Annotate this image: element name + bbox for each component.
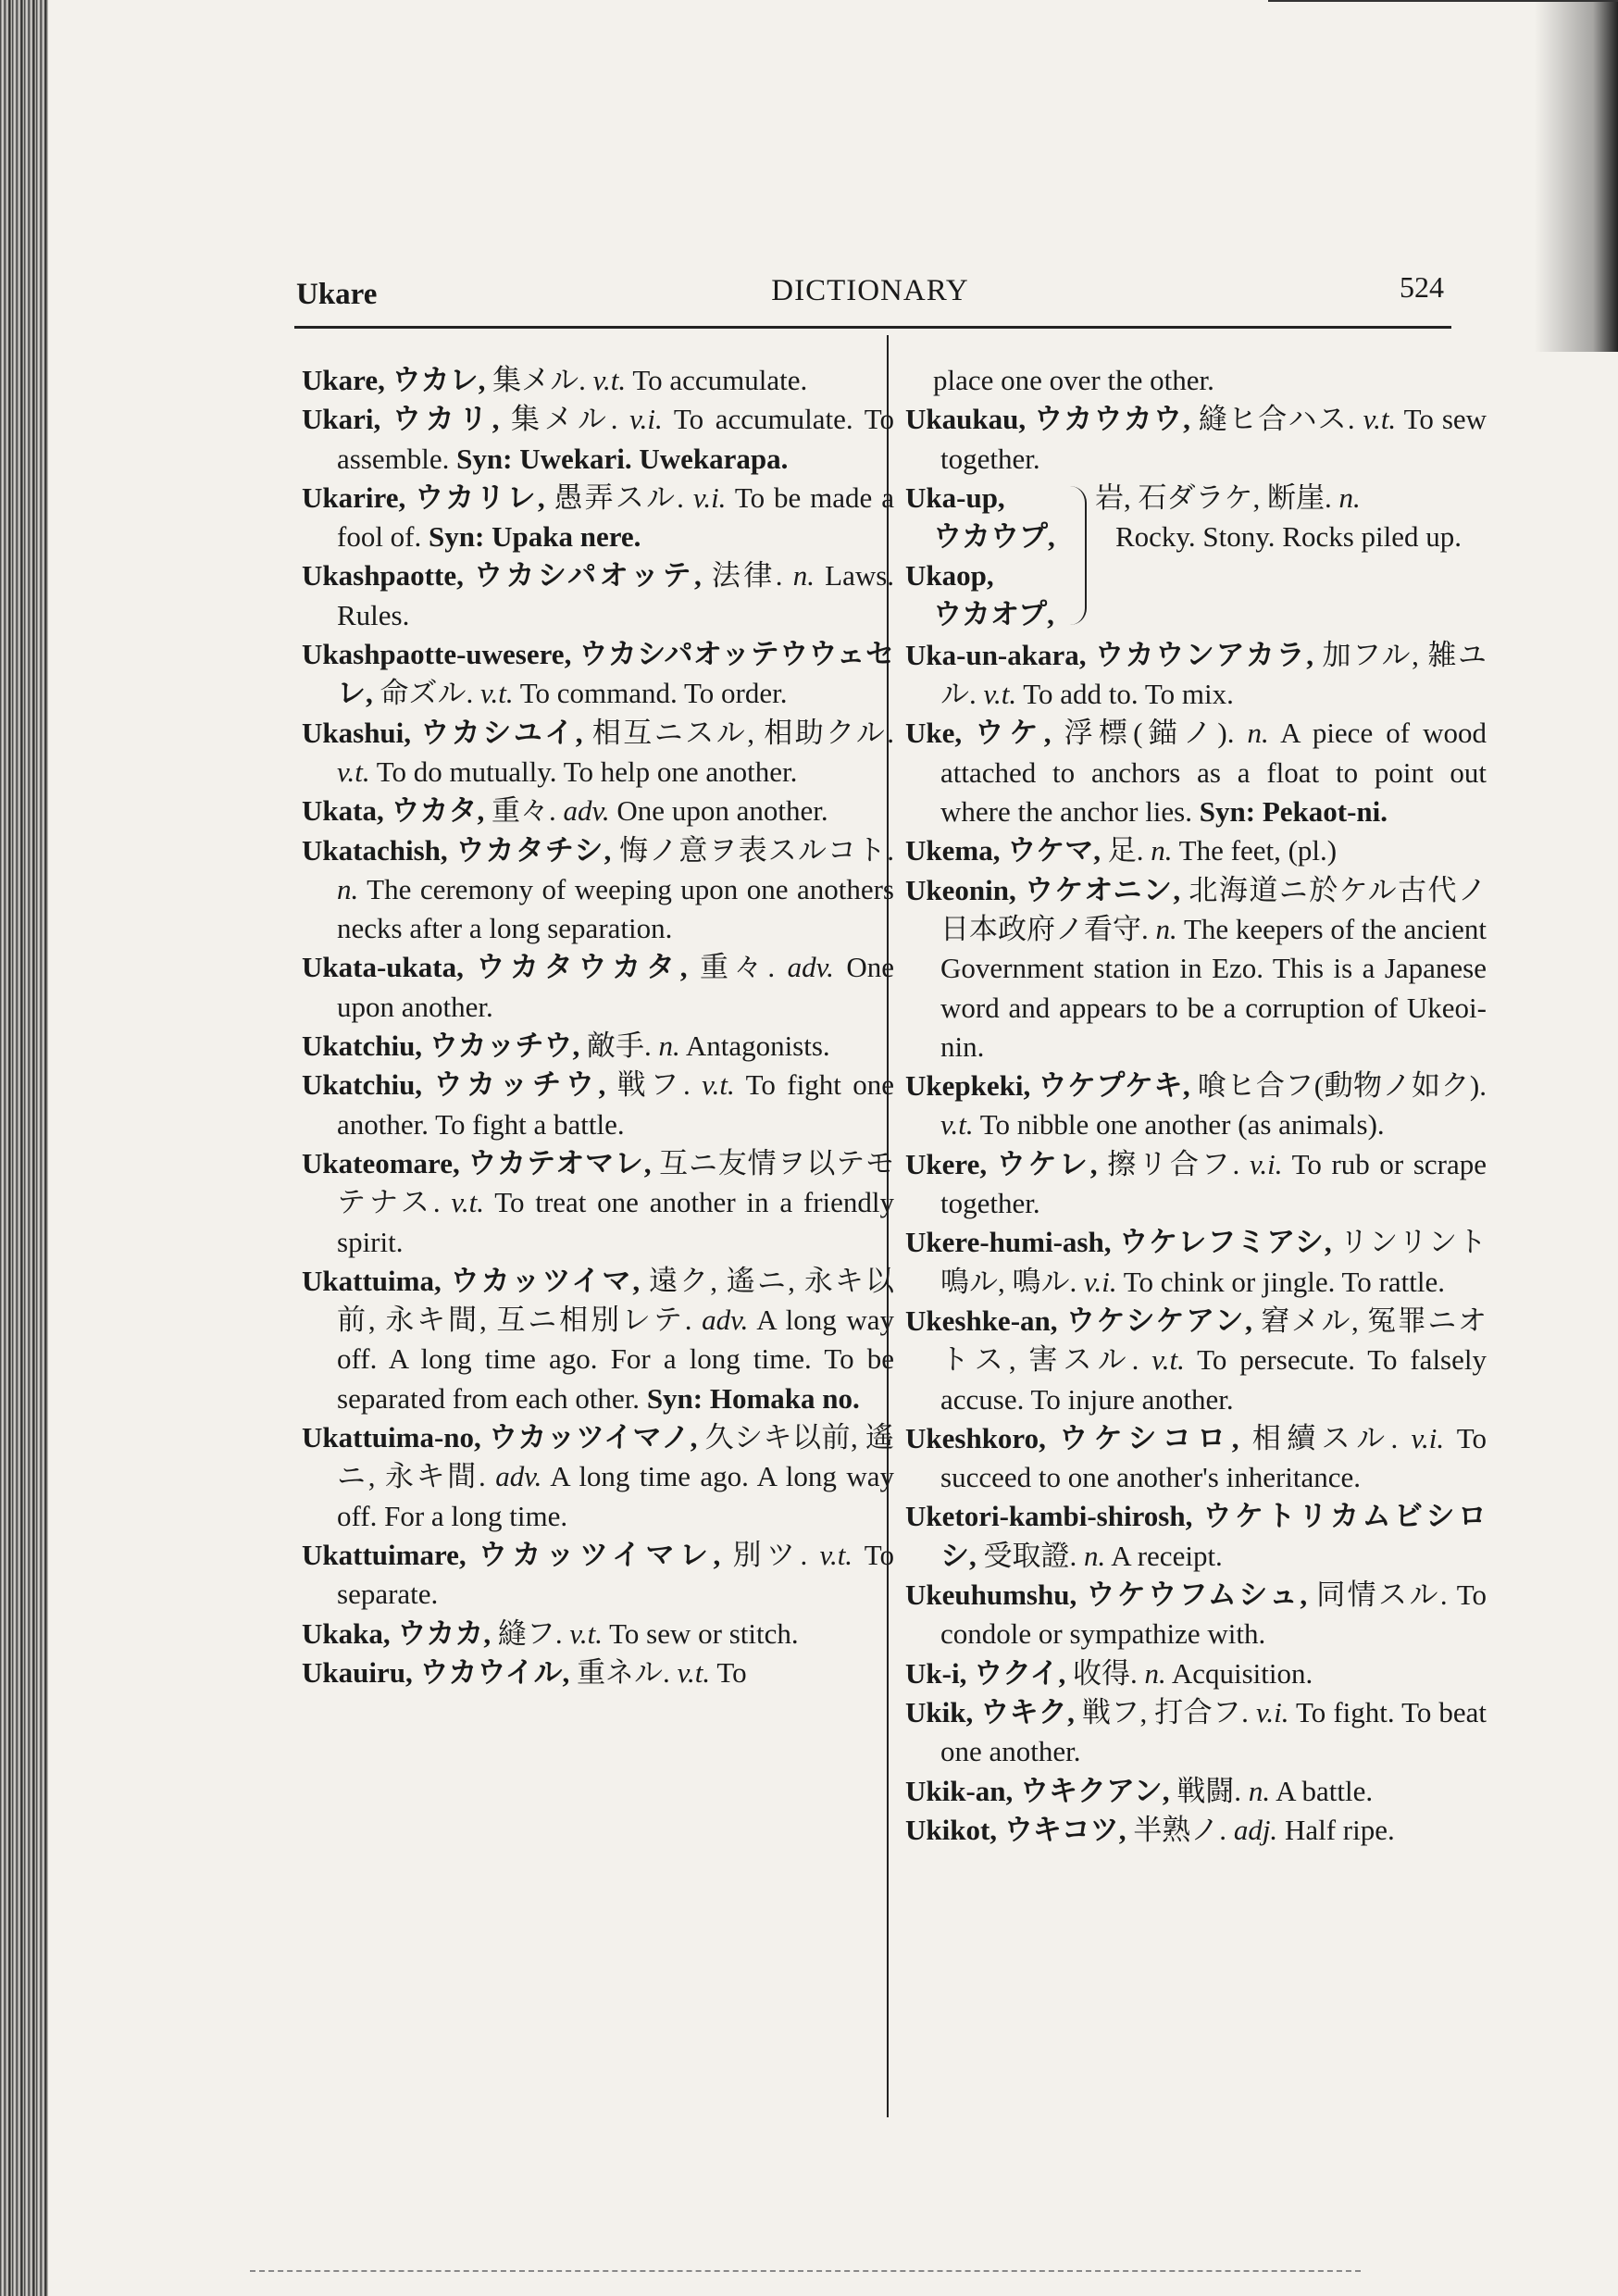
part-of-speech: adv. xyxy=(495,1460,542,1493)
dictionary-entry xyxy=(302,400,894,479)
part-of-speech: v.i. xyxy=(1084,1265,1117,1298)
headword-kana: ウカリレ, xyxy=(415,480,545,514)
dictionary-entry xyxy=(302,1536,894,1615)
headword-kana: ウカカ, xyxy=(397,1616,492,1650)
gloss: 加フル, 雑ユル. xyxy=(940,638,1487,711)
synonym: Pekaot-ni. xyxy=(1262,795,1388,829)
headword-kana: ウケマ, xyxy=(1007,834,1101,867)
synonym: Upaka nere. xyxy=(492,520,641,554)
headword: Uke, xyxy=(905,717,963,750)
dictionary-entry xyxy=(905,1302,1487,1419)
headword-kana: ウカウイル, xyxy=(419,1655,570,1689)
dictionary-entry xyxy=(302,831,894,949)
headword: Ukikot, xyxy=(905,1813,998,1846)
part-of-speech: n. xyxy=(1338,480,1361,514)
headword-kana: ウカッツイマノ, xyxy=(489,1421,698,1454)
bracket-definition xyxy=(1095,480,1475,556)
right-column xyxy=(905,361,1487,1850)
page-edge-shadow xyxy=(1535,0,1618,352)
definition: To condole or sympathize with. xyxy=(940,1578,1487,1651)
part-of-speech: v.t. xyxy=(819,1538,853,1571)
curly-brace xyxy=(1070,486,1087,625)
page-title: DICTIONARY xyxy=(771,274,969,307)
headword: Ukere-humi-ash, xyxy=(905,1226,1112,1259)
definition: Half ripe. xyxy=(1284,1813,1395,1846)
dictionary-entry xyxy=(302,1615,894,1653)
definition: To accumulate. xyxy=(632,364,808,396)
headword-kana: ウカウンアカラ, xyxy=(1094,638,1314,671)
bracket-entry xyxy=(905,479,1487,636)
continuation-text: place one over the other. xyxy=(933,364,1214,396)
dictionary-entry xyxy=(302,1144,894,1262)
gloss: リンリント鳴ル, 鳴ル. xyxy=(940,1226,1487,1298)
headword: Ukashpaotte-uwesere, xyxy=(302,638,572,671)
definition: The ceremony of weeping upon one anothers necks after a long separation. xyxy=(337,872,894,945)
gloss: 戦闘. xyxy=(1176,1774,1242,1807)
part-of-speech: n. xyxy=(1144,1656,1166,1690)
part-of-speech: v.t. xyxy=(983,678,1017,711)
headword-kana: ウカリ, xyxy=(392,403,500,436)
header-rule xyxy=(294,326,1451,329)
part-of-speech: adv. xyxy=(787,951,834,984)
bracket-headwords xyxy=(905,479,1055,634)
headword-kana: ウカッチウ, xyxy=(429,1029,580,1063)
headword: Ukattuima-no, xyxy=(302,1421,481,1454)
headword: Ukaop, xyxy=(905,558,994,592)
right-entries-b xyxy=(905,636,1487,1850)
synonym-label: Syn: xyxy=(646,1381,703,1415)
dictionary-entry xyxy=(905,714,1487,831)
headword: Ukata, xyxy=(302,794,384,828)
headword: Ukeshke-an, xyxy=(905,1304,1058,1337)
definition: To command. To order. xyxy=(519,677,788,710)
definition: One upon another. xyxy=(616,794,828,828)
headword: Uka-un-akara, xyxy=(905,638,1087,671)
top-edge-line xyxy=(1268,0,1618,2)
headword: Ukeshkoro, xyxy=(905,1421,1046,1454)
definition: Acquisition. xyxy=(1171,1656,1313,1690)
headword-kana: ウカタウカタ, xyxy=(476,951,688,984)
gloss: 北海道ニ於ケル古代ノ日本政府ノ看守. xyxy=(940,873,1487,945)
headword-kana: ウケレフミアシ, xyxy=(1119,1226,1332,1259)
gloss: 法律. xyxy=(711,559,783,593)
gloss: 久シキ以前, 遙ニ, 永キ間. xyxy=(337,1421,894,1493)
headword-kana: ウカウプ, xyxy=(933,519,1055,553)
part-of-speech: v.t. xyxy=(480,677,514,710)
dictionary-entry xyxy=(905,1419,1487,1498)
headword: Ukepkeki, xyxy=(905,1069,1031,1103)
definition: To chink or jingle. To rattle. xyxy=(1123,1265,1445,1298)
part-of-speech: n. xyxy=(1247,717,1269,750)
definition: To succeed to one another's inheritance. xyxy=(940,1421,1487,1494)
dictionary-entry xyxy=(302,635,894,714)
dictionary-entry xyxy=(302,1027,894,1066)
definition: One upon another. xyxy=(337,951,895,1023)
headword: Ukari, xyxy=(302,403,381,436)
dictionary-entry xyxy=(302,1653,894,1692)
dictionary-entry xyxy=(302,361,894,400)
part-of-speech: v.t. xyxy=(337,755,370,788)
book-binding-shadow xyxy=(0,0,48,2296)
part-of-speech: v.t. xyxy=(940,1108,974,1142)
headword-kana: ウケシケアン, xyxy=(1065,1304,1252,1337)
headword-kana: ウカタ, xyxy=(391,794,485,828)
gloss: 浮標(錨ノ). xyxy=(1064,717,1235,750)
headword-kana: ウカシユイ, xyxy=(420,716,583,749)
headword-kana: ウカシパオッテウウェセレ, xyxy=(337,638,894,710)
headword: Ukaukau, xyxy=(905,403,1027,436)
gloss: 戦フ. xyxy=(616,1068,691,1102)
headword-kana: ウキク, xyxy=(980,1695,1075,1728)
headword: Uka-up, xyxy=(905,480,1005,514)
headword: Ukashpaotte, xyxy=(302,559,464,593)
footer-line xyxy=(250,2270,1361,2273)
part-of-speech: v.i. xyxy=(1255,1695,1289,1728)
dictionary-entry xyxy=(302,1066,894,1144)
headword: Ukere, xyxy=(905,1147,988,1180)
part-of-speech: adv. xyxy=(702,1304,749,1337)
headword-kana: ウケシコロ, xyxy=(1059,1421,1239,1454)
dictionary-entry xyxy=(905,1497,1487,1576)
part-of-speech: n. xyxy=(792,559,815,593)
headword-kana: ウカタチシ, xyxy=(455,833,612,867)
gloss: 相續スル. xyxy=(1251,1421,1399,1454)
right-entries-a xyxy=(905,400,1487,479)
page-number: 524 xyxy=(1400,270,1444,304)
dictionary-entry xyxy=(905,1067,1487,1145)
headword: Ukema, xyxy=(905,834,1001,867)
headword-kana: ウケトリカムビシロシ, xyxy=(940,1500,1487,1572)
headword: Ukata-ukata, xyxy=(302,951,464,984)
gloss: 重々. xyxy=(491,794,556,828)
gloss: 敵手. xyxy=(587,1029,652,1063)
part-of-speech: v.t. xyxy=(569,1616,603,1650)
dictionary-entry xyxy=(905,1223,1487,1302)
part-of-speech: n. xyxy=(1084,1539,1106,1572)
definition: To sew or stitch. xyxy=(609,1616,799,1650)
part-of-speech: v.t. xyxy=(592,364,627,396)
definition: To add to. To mix. xyxy=(1023,678,1234,711)
gloss: 半熟ノ. xyxy=(1133,1813,1227,1846)
part-of-speech: v.t. xyxy=(677,1655,711,1689)
definition: To xyxy=(716,1655,747,1689)
headword-kana: ウカッツイマレ, xyxy=(478,1538,721,1571)
part-of-speech: n. xyxy=(658,1029,680,1063)
part-of-speech: n. xyxy=(1155,912,1177,945)
part-of-speech: n. xyxy=(1248,1774,1271,1807)
part-of-speech: adv. xyxy=(563,794,610,828)
part-of-speech: v.i. xyxy=(1411,1421,1445,1454)
dictionary-entry xyxy=(302,792,894,830)
definition: The feet, (pl.) xyxy=(1178,834,1338,867)
gloss: 同情スル. xyxy=(1316,1578,1448,1612)
part-of-speech: v.i. xyxy=(692,480,727,514)
gloss: 集メル. xyxy=(511,403,618,436)
gloss: 互ニ友情ヲ以テモテナス. xyxy=(337,1146,895,1219)
headword-kana: ウカッチウ, xyxy=(433,1068,606,1102)
part-of-speech: v.t. xyxy=(1363,403,1397,436)
part-of-speech: v.i. xyxy=(629,403,663,436)
gloss: 悔ノ意ヲ表スルコト. xyxy=(619,833,894,867)
definition: To be made a fool of. xyxy=(337,480,894,554)
synonym-label: Syn: xyxy=(429,520,485,554)
definition: To separate. xyxy=(337,1538,895,1611)
gloss: 縫フ. xyxy=(497,1616,563,1650)
gloss: 縫ヒ合ハス. xyxy=(1198,403,1355,436)
headword: Ukauiru, xyxy=(302,1655,413,1689)
part-of-speech: n. xyxy=(1151,834,1173,867)
headword-kana: ウケオニン, xyxy=(1024,873,1181,906)
gloss: 岩, 石ダラケ, 断崖. xyxy=(1095,480,1332,514)
gloss: 戦フ, 打合フ. xyxy=(1081,1695,1249,1728)
headword: Ukattuima, xyxy=(302,1264,442,1297)
headword-kana: ウキコツ, xyxy=(1003,1813,1126,1846)
definition: To rub or scrape together. xyxy=(940,1147,1487,1220)
definition: To fight. To beat one another. xyxy=(940,1695,1487,1768)
dictionary-entry xyxy=(905,400,1487,479)
headword: Ukashui, xyxy=(302,716,412,749)
dictionary-entry xyxy=(302,1262,894,1418)
gloss: 相互ニスル, 相助クル. xyxy=(591,716,895,749)
headword: Uketori-kambi-shirosh, xyxy=(905,1500,1193,1533)
dictionary-entry xyxy=(905,1654,1487,1693)
gloss: 別ツ. xyxy=(732,1538,808,1571)
definition: A piece of wood attached to anchors as a float to point out where the anchor lies. xyxy=(940,717,1487,829)
definition: To treat one another in a friendly spirit. xyxy=(337,1186,895,1258)
definition: To nibble one another (as animals). xyxy=(979,1108,1385,1142)
part-of-speech: n. xyxy=(337,872,359,905)
headword: Ukeuhumshu, xyxy=(905,1578,1077,1612)
dictionary-entry xyxy=(302,714,894,792)
part-of-speech: v.t. xyxy=(1151,1343,1185,1377)
gloss: 窘メル, 冤罪ニオトス, 害スル. xyxy=(940,1304,1487,1377)
gloss: 擦リ合フ. xyxy=(1107,1147,1240,1180)
part-of-speech: v.t. xyxy=(451,1186,484,1219)
headword-kana: ウカテオマレ, xyxy=(467,1146,652,1179)
dictionary-entry xyxy=(905,871,1487,1067)
headword: Ukateomare, xyxy=(302,1146,460,1179)
headword-kana: ウクイ, xyxy=(974,1656,1066,1690)
dictionary-entry xyxy=(302,948,894,1027)
gloss: 遠ク, 遙ニ, 永キ以前, 永キ間, 互ニ相別レテ. xyxy=(337,1264,895,1337)
definition: To sew together. xyxy=(940,403,1487,475)
headword-kana: ウカシパオッテ, xyxy=(474,559,702,593)
definition: A long time ago. A long way off. For a long time. xyxy=(337,1460,895,1532)
dictionary-entry xyxy=(905,636,1487,715)
guide-word: Ukare xyxy=(296,278,378,311)
headword-kana: ウケウフムシュ, xyxy=(1086,1578,1308,1612)
headword: Ukaka, xyxy=(302,1616,391,1650)
gloss: 受取證. xyxy=(983,1539,1077,1572)
dictionary-entry xyxy=(905,1693,1487,1772)
gloss: 重々. xyxy=(699,951,776,984)
gloss: 愚弄スル. xyxy=(554,480,684,514)
definition: Laws. Rules. xyxy=(337,559,895,631)
headword: Ukatachish, xyxy=(302,833,448,867)
left-column xyxy=(302,361,894,1692)
dictionary-entry xyxy=(905,1811,1487,1850)
dictionary-entry xyxy=(302,556,894,635)
definition: A battle. xyxy=(1276,1774,1374,1807)
headword: Ukattuimare, xyxy=(302,1538,467,1571)
headword-kana: ウカウカウ, xyxy=(1034,403,1190,436)
synonym-label: Syn: xyxy=(456,442,513,475)
definition: To persecute. To falsely accuse. To injure another. xyxy=(940,1343,1487,1416)
dictionary-entry xyxy=(905,1772,1487,1811)
headword: Ukare, xyxy=(302,364,385,396)
definition: A receipt. xyxy=(1111,1539,1223,1572)
dictionary-entry xyxy=(905,831,1487,870)
definition: To accumulate. To assemble. xyxy=(337,403,895,475)
gloss: 命ズル. xyxy=(380,677,474,710)
headword-kana: ウケ, xyxy=(975,717,1052,750)
headword: Ukik-an, xyxy=(905,1774,1014,1807)
part-of-speech: adj. xyxy=(1233,1813,1278,1846)
gloss: 收得. xyxy=(1073,1656,1138,1690)
headword: Ukatchiu, xyxy=(302,1029,423,1063)
headword-kana: ウケプケキ, xyxy=(1038,1069,1190,1103)
headword: Uk-i, xyxy=(905,1656,967,1690)
dictionary-entry xyxy=(302,479,894,557)
synonym: Uwekari. Uwekarapa. xyxy=(519,442,789,475)
definition: To fight one another. To fight a battle. xyxy=(337,1068,895,1141)
headword-kana: ウケレ, xyxy=(996,1147,1098,1180)
definition: The keepers of the ancient Government station in Ezo. This is a Japanese word and appears to be a corruption of Ukeoi-nin. xyxy=(940,912,1487,1063)
synonym-label: Syn: xyxy=(1199,795,1256,829)
definition: Antagonists. xyxy=(685,1029,830,1063)
gloss: 足. xyxy=(1107,834,1144,867)
dictionary-entry xyxy=(905,1576,1487,1654)
gloss: 喰ヒ合フ(動物ノ如ク). xyxy=(1197,1069,1487,1103)
headword-kana: ウキクアン, xyxy=(1020,1774,1170,1807)
definition: Rocky. Stony. Rocks piled up. xyxy=(1115,519,1462,553)
dictionary-entry xyxy=(302,1418,894,1536)
definition: A long way off. A long time ago. For a long time. To be separated from each other. xyxy=(337,1304,895,1415)
page-header xyxy=(296,270,1444,315)
headword: Ukik, xyxy=(905,1695,974,1728)
synonym: Homaka no. xyxy=(709,1381,860,1415)
part-of-speech: v.t. xyxy=(702,1068,735,1102)
part-of-speech: v.i. xyxy=(1249,1147,1283,1180)
headword: Ukatchiu, xyxy=(302,1068,423,1102)
headword-kana: ウカレ, xyxy=(392,364,486,396)
headword: Ukarire, xyxy=(302,480,406,514)
gloss: 集メル. xyxy=(492,364,586,396)
headword-kana: ウカッツイマ, xyxy=(450,1264,641,1297)
definition: To do mutually. To help one another. xyxy=(376,755,798,788)
dictionary-entry xyxy=(905,1145,1487,1224)
gloss: 重ネル. xyxy=(577,1655,670,1689)
headword: Ukeonin, xyxy=(905,873,1016,906)
headword-kana: ウカオプ, xyxy=(933,597,1054,630)
